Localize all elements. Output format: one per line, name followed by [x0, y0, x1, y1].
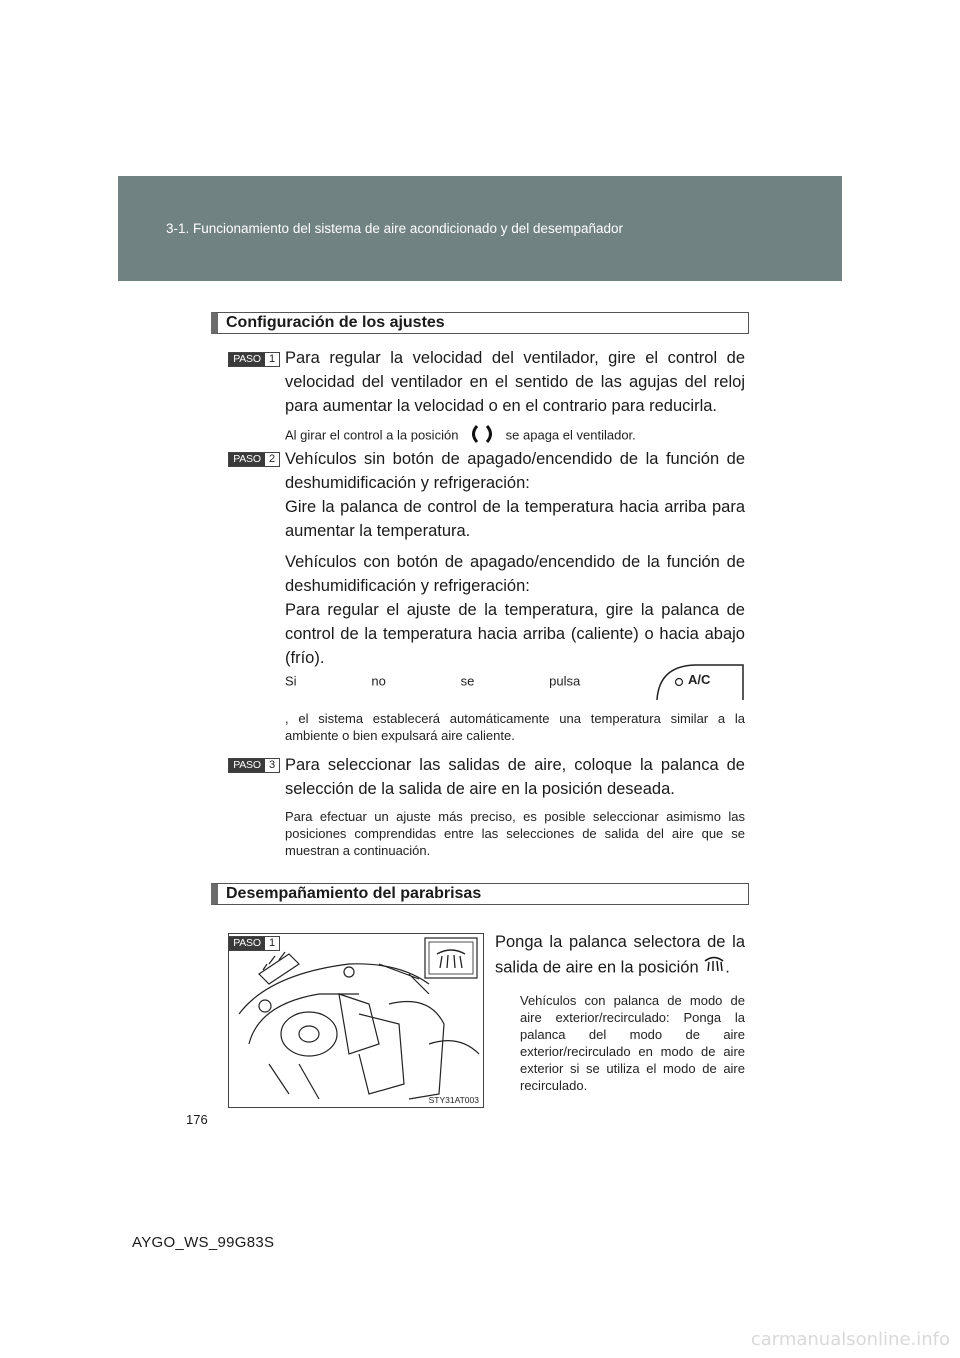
- chapter-title: 3-1. Funcionamiento del sistema de aire acondicionado y del desempañador: [166, 221, 624, 236]
- step1-text: Para regular la velocidad del ventilador, gire el control de velocidad del ventilador en el sentido de las agujas del reloj para aumentar la velocidad o en el contrario para reducirla.: [285, 349, 745, 415]
- step-badge-defrost-1: [228, 936, 280, 951]
- illustration-code: STY31AT003: [428, 1095, 479, 1105]
- step1-note: [285, 424, 745, 448]
- step2-paragraph-2: Gire la palanca de control de la temperatura hacia arriba para aumentar la temperatura.: [285, 498, 745, 540]
- defrost-step1-text-after: .: [725, 958, 730, 977]
- defrost-step1-note: Vehículos con palanca de modo de aire exterior/recirculado: Ponga la palanca del modo de aire exterior/recirculado en modo de aire exterior si se utiliza el modo de aire recirculado.: [520, 993, 745, 1093]
- step2-paragraph-4: Para regular el ajuste de la temperatura, gire la palanca de control de la temperatura hacia arriba (caliente) o hacia abajo (frío).: [285, 601, 745, 667]
- step-badge-number: 1: [265, 353, 279, 366]
- step-badge-word: PASO: [229, 759, 265, 772]
- watermark: carmanualsonline.info: [750, 1329, 950, 1350]
- dashboard-drawing: [229, 934, 483, 1107]
- step2-note-continuation: , el sistema establecerá automáticamente una temperatura similar a la ambiente o bien expulsará aire caliente.: [285, 711, 745, 743]
- step2-paragraph-1: Vehículos sin botón de apagado/encendido de la función de deshumidificación y refrigeración:: [285, 450, 745, 492]
- defrost-step1-text-before: Ponga la palanca selectora de la salida de aire en la posición: [495, 933, 745, 977]
- step-badge-word: PASO: [229, 937, 265, 950]
- step3-text: Para seleccionar las salidas de aire, coloque la palanca de selección de la salida de aire en la posición deseada.: [285, 756, 745, 798]
- car-interior-illustration: [228, 933, 484, 1108]
- step-badge-2: [228, 452, 280, 467]
- windshield-defroster-icon: [703, 955, 725, 981]
- step1-note-before: Al girar el control a la posición: [285, 427, 459, 443]
- step1-note-after: se apaga el ventilador.: [505, 427, 636, 443]
- section-title-defrost: Desempañamiento del parabrisas: [211, 883, 749, 905]
- step-badge-number: 3: [265, 759, 279, 772]
- fan-off-position-icon: [462, 424, 502, 448]
- step2-note: [285, 663, 745, 680]
- step-badge-number: 2: [265, 453, 279, 466]
- step2-paragraph-3: Vehículos con botón de apagado/encendido de la función de deshumidificación y refrigeración:: [285, 553, 745, 595]
- defroster-callout: [425, 938, 477, 978]
- page-number: 176: [186, 1112, 208, 1127]
- step-badge-word: PASO: [229, 353, 265, 366]
- step-badge-word: PASO: [229, 453, 265, 466]
- header-band: [118, 176, 842, 281]
- step-badge-3: [228, 758, 280, 773]
- step2-note-before: Si no se pulsa: [285, 673, 581, 689]
- ac-button-label: A/C: [688, 672, 711, 687]
- defrost-step1-text: [495, 930, 745, 981]
- document-code: AYGO_WS_99G83S: [132, 1234, 275, 1251]
- step-badge-1: [228, 352, 280, 367]
- step-badge-number: 1: [265, 937, 279, 950]
- section-title-settings: Configuración de los ajustes: [211, 312, 749, 334]
- step2-text: [285, 447, 745, 670]
- step3-note: Para efectuar un ajuste más preciso, es posible seleccionar asimismo las posiciones comprendidas entre las selecciones de salida del aire que se muestran a continuación.: [285, 809, 745, 858]
